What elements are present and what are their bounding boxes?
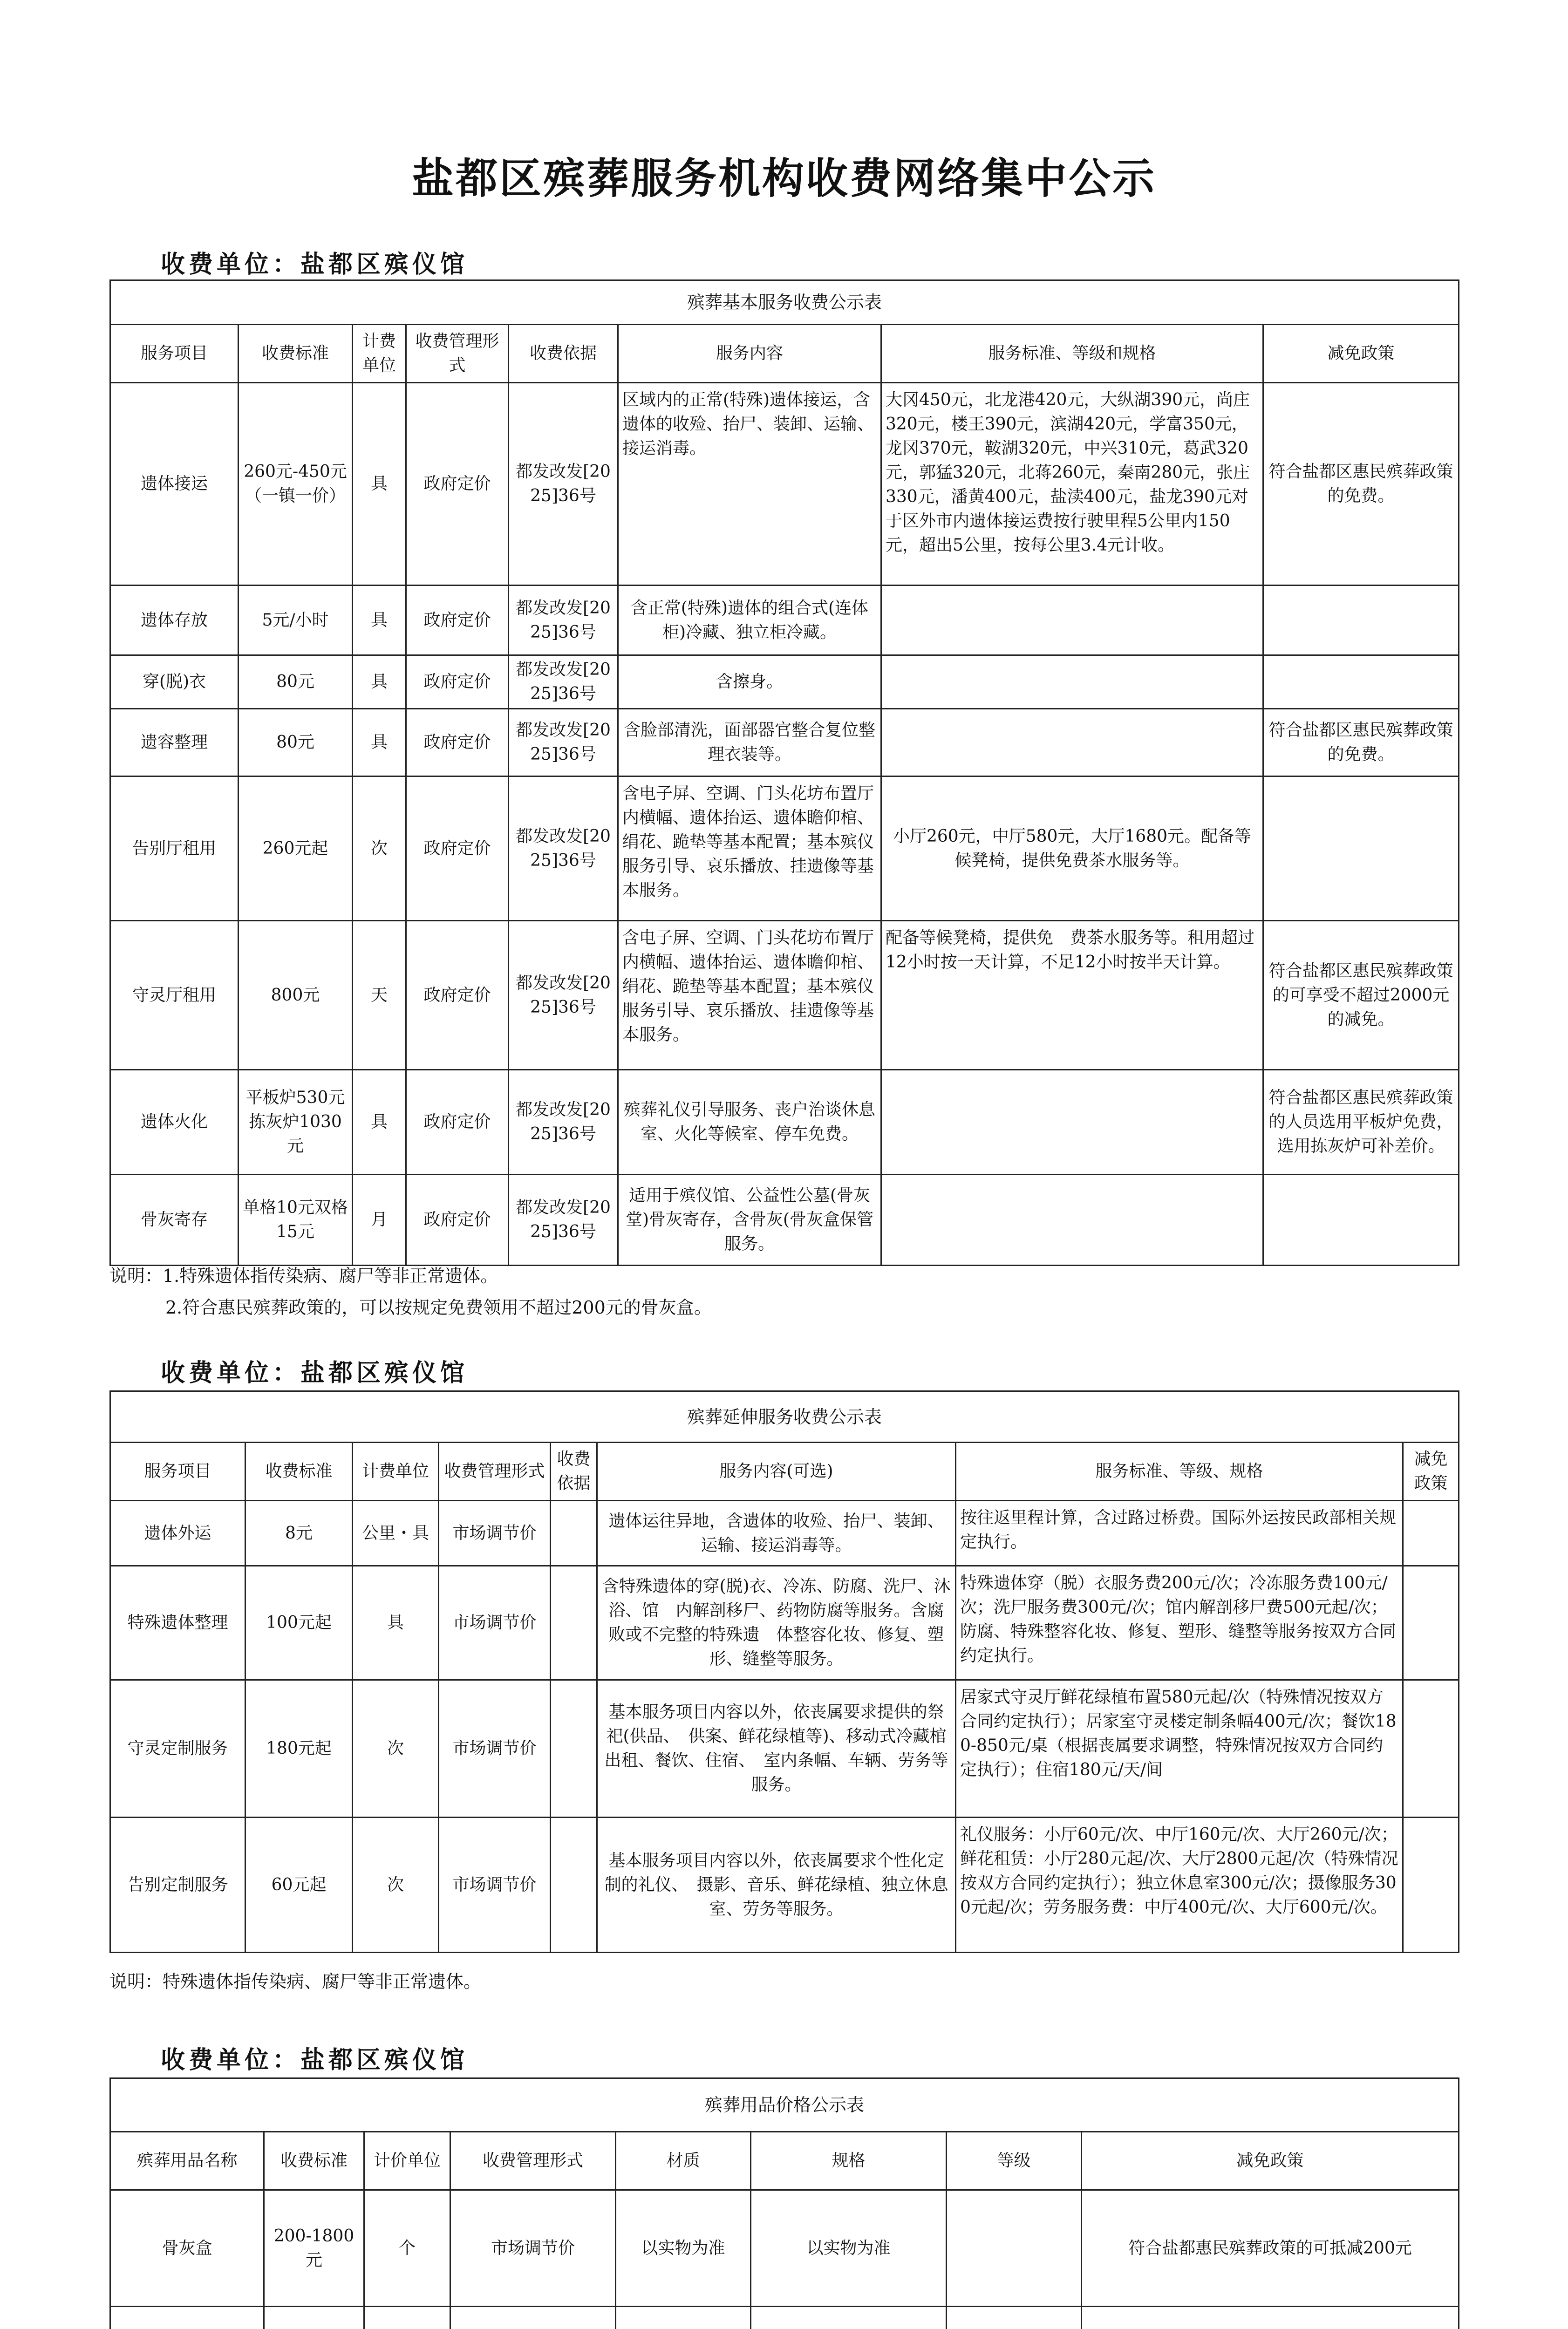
col-header: 计费单位 — [353, 1443, 439, 1501]
table-cell: 个 — [364, 2190, 450, 2307]
table-cell: 市场调节价 — [450, 2190, 616, 2307]
col-header: 收费标准 — [239, 325, 353, 383]
table-cell: 符合盐都区惠民殡葬政策的免费。 — [1263, 383, 1459, 586]
basic-service-table — [109, 279, 1459, 1266]
col-header: 服务项目 — [110, 1443, 245, 1501]
table-cell: 基本服务项目内容以外，依丧属要求个性化定制的礼仪、 摄影、音乐、鲜花绿植、独立休息室、劳务等服务。 — [597, 1818, 956, 1953]
table-cell: 80元 — [239, 655, 353, 709]
col-header: 等级 — [947, 2132, 1082, 2190]
table-cell: 800元 — [239, 921, 353, 1070]
table-cell: 区域内的正常(特殊)遗体接运，含遗体的收殓、抬尸、装卸、运输、接运消毒。 — [618, 383, 881, 586]
table-cell: 以实物为准 — [616, 2190, 751, 2307]
table-cell: 公里・具 — [353, 1501, 439, 1566]
table-cell: 都发改发[2025]36号 — [509, 921, 618, 1070]
table-cell — [1263, 586, 1459, 655]
table-cell: 都发改发[2025]36号 — [509, 709, 618, 776]
table-row — [110, 776, 1459, 921]
table-cell: 都发改发[2025]36号 — [509, 586, 618, 655]
table-cell: 政府定价 — [406, 655, 509, 709]
table-cell: 都发改发[2025]36号 — [509, 1175, 618, 1266]
table-cell — [1403, 1680, 1459, 1818]
table-cell: 政府定价 — [406, 921, 509, 1070]
table-cell: 具 — [353, 586, 406, 655]
table-cell: 告别定制服务 — [110, 1818, 245, 1953]
table-cell: 含正常(特殊)遗体的组合式(连体柜)冷藏、独立柜冷藏。 — [618, 586, 881, 655]
table-cell: 居家式守灵厅鲜花绿植布置580元起/次（特殊情况按双方合同约定执行）；居家室守灵楼定制条幅400元/次；餐饮180-850元/桌（根据丧属要求调整，特殊情况按双方合同约定执行）；住宿180元/天/间 — [956, 1680, 1403, 1818]
table-cell: 含特殊遗体的穿(脱)衣、冷冻、防腐、洗尸、沐浴、馆 内解剖移尸、药物防腐等服务。含腐败或不完整的特殊遗 体整容化妆、修复、塑形、缝整等服务。 — [597, 1566, 956, 1680]
table-cell: 守灵定制服务 — [110, 1680, 245, 1818]
table-cell: 守灵厅租用 — [110, 921, 239, 1070]
table-cell: 大冈450元，北龙港420元，大纵湖390元，尚庄320元，楼王390元，滨湖420元，学富350元，龙冈370元，鞍湖320元，中兴310元，葛武320元，郭猛320元，北蒋260元，秦南280元，张庄330元，潘黄400元，盐渎400元，盐龙390元对于区外市内遗体接运费按行驶里程5公里内150元，超出5公里，按每公里3.4元计收。 — [881, 383, 1263, 586]
table-cell: 政府定价 — [406, 776, 509, 921]
ext-header-row — [110, 1443, 1459, 1501]
table-cell: 次 — [353, 1680, 439, 1818]
table-row — [110, 1680, 1459, 1818]
col-header: 服务项目 — [110, 325, 239, 383]
table-cell: 次 — [353, 776, 406, 921]
table-row — [110, 2307, 1459, 2329]
fee-unit-label-1: 收费单位：盐都区殡仪馆 — [161, 250, 469, 279]
table-cell — [1263, 1175, 1459, 1266]
table-cell — [881, 1070, 1263, 1175]
col-header: 服务标准、等级、规格 — [956, 1443, 1403, 1501]
table-cell: 小厅260元，中厅580元，大厅1680元。配备等候凳椅，提供免费茶水服务等。 — [881, 776, 1263, 921]
table-row — [110, 655, 1459, 709]
table-cell: 政府定价 — [406, 586, 509, 655]
table-row — [110, 1501, 1459, 1566]
table-cell: 次 — [353, 1818, 439, 1953]
col-header: 计费单位 — [353, 325, 406, 383]
table-cell: 8元 — [245, 1501, 353, 1566]
table-cell: 含电子屏、空调、门头花坊布置厅内横幅、遗体抬运、遗体瞻仰棺、绢花、跪垫等基本配置；基本殡仪服务引导、哀乐播放、挂遗像等基本服务。 — [618, 921, 881, 1070]
funeral-goods-table — [109, 2077, 1459, 2329]
table-cell: 60元起 — [245, 1818, 353, 1953]
table-cell: 殡葬礼仪引导服务、丧户治谈休息室、火化等候室、停车免费。 — [618, 1070, 881, 1175]
table-cell — [364, 2307, 450, 2329]
table-cell: 适用于殡仪馆、公益性公墓(骨灰堂)骨灰寄存，含骨灰(骨灰盒保管服务。 — [618, 1175, 881, 1266]
table-cell: 都发改发[2025]36号 — [509, 1070, 618, 1175]
table-row — [110, 1566, 1459, 1680]
col-header: 材质 — [616, 2132, 751, 2190]
table-row — [110, 586, 1459, 655]
table-cell: 遗体接运 — [110, 383, 239, 586]
table-cell: 5元/小时 — [239, 586, 353, 655]
fee-unit-label-2: 收费单位：盐都区殡仪馆 — [161, 1359, 469, 1387]
table-cell: 都发改发[2025]36号 — [509, 655, 618, 709]
table-cell: 按往返里程计算，含过路过桥费。国际外运按民政部相关规定执行。 — [956, 1501, 1403, 1566]
col-header: 收费依据 — [551, 1443, 597, 1501]
table-cell: 以实物为准 — [751, 2190, 947, 2307]
table-cell: 都发改发[2025]36号 — [509, 776, 618, 921]
col-header: 收费管理形式 — [406, 325, 509, 383]
page-title: 盐都区殡葬服务机构收费网络集中公示 — [412, 154, 1156, 203]
col-header: 规格 — [751, 2132, 947, 2190]
ext-table-caption: 殡葬延伸服务收费公示表 — [110, 1391, 1459, 1443]
table-cell: 配备等候凳椅，提供免 费茶水服务等。租用超过12小时按一天计算，不足12小时按半天计算。 — [881, 921, 1263, 1070]
table-row — [110, 2190, 1459, 2307]
col-header: 收费管理形式 — [439, 1443, 551, 1501]
table-cell: 单格10元双格15元 — [239, 1175, 353, 1266]
table-cell: 政府定价 — [406, 1175, 509, 1266]
table-cell — [947, 2307, 1082, 2329]
table-cell — [881, 586, 1263, 655]
table-cell — [1403, 1566, 1459, 1680]
table-cell — [450, 2307, 616, 2329]
table-cell: 市场调节价 — [439, 1566, 551, 1680]
fee-unit-label-3: 收费单位：盐都区殡仪馆 — [161, 2046, 469, 2074]
table-cell: 特殊遗体穿（脱）衣服务费200元/次；冷冻服务费100元/次；洗尸服务费300元/次；馆内解剖移尸费500元起/次；防腐、特殊整容化妆、修复、塑形、缝整等服务按双方合同约定执行。 — [956, 1566, 1403, 1680]
table-cell: 具 — [353, 1566, 439, 1680]
table-cell — [110, 2307, 264, 2329]
table-cell: 礼仪服务：小厅60元/次、中厅160元/次、大厅260元/次；鲜花租赁：小厅280元起/次、大厅2800元起/次（特殊情况按双方合同约定执行）；独立休息室300元/次；摄像服务300元起/次；劳务服务费：中厅400元/次、大厅600元/次。 — [956, 1818, 1403, 1953]
table-cell — [1082, 2307, 1459, 2329]
col-header: 收费依据 — [509, 325, 618, 383]
table-row — [110, 1070, 1459, 1175]
table-row — [110, 1818, 1459, 1953]
table-cell: 月 — [353, 1175, 406, 1266]
table-cell: 穿(脱)衣 — [110, 655, 239, 709]
table-cell — [1403, 1818, 1459, 1953]
table-cell: 遗体运往异地，含遗体的收殓、抬尸、装卸、运输、接运消毒等。 — [597, 1501, 956, 1566]
table-cell: 都发改发[2025]36号 — [509, 383, 618, 586]
table-row — [110, 1175, 1459, 1266]
col-header: 服务内容 — [618, 325, 881, 383]
table-cell: 100元起 — [245, 1566, 353, 1680]
table-cell — [1263, 776, 1459, 921]
table-cell — [881, 1175, 1263, 1266]
table-cell: 天 — [353, 921, 406, 1070]
table-cell: 政府定价 — [406, 1070, 509, 1175]
table-cell: 特殊遗体整理 — [110, 1566, 245, 1680]
table-cell: 遗容整理 — [110, 709, 239, 776]
table-row — [110, 709, 1459, 776]
table-cell: 平板炉530元拣灰炉1030元 — [239, 1070, 353, 1175]
table-cell — [751, 2307, 947, 2329]
ext-note: 说明：特殊遗体指传染病、腐尸等非正常遗体。 — [109, 1971, 482, 1992]
table-cell: 含电子屏、空调、门头花坊布置厅内横幅、遗体抬运、遗体瞻仰棺、绢花、跪垫等基本配置；基本殡仪服务引导、哀乐播放、挂遗像等基本服务。 — [618, 776, 881, 921]
table-cell: 含脸部清洗，面部器官整合复位整理衣装等。 — [618, 709, 881, 776]
col-header: 服务标准、等级和规格 — [881, 325, 1263, 383]
table-cell — [881, 655, 1263, 709]
col-header: 减免政策 — [1082, 2132, 1459, 2190]
basic-note-1: 说明：1.特殊遗体指传染病、腐尸等非正常遗体。 — [109, 1266, 498, 1286]
table-cell — [616, 2307, 751, 2329]
table-cell: 政府定价 — [406, 383, 509, 586]
table-cell — [264, 2307, 364, 2329]
table-cell: 骨灰盒 — [110, 2190, 264, 2307]
extended-service-table — [109, 1390, 1459, 1953]
table-cell: 符合盐都惠民殡葬政策的可抵减200元 — [1082, 2190, 1459, 2307]
table-cell — [551, 1566, 597, 1680]
col-header: 减免政策 — [1263, 325, 1459, 383]
table-cell: 符合盐都区惠民殡葬政策的人员选用平板炉免费，选用拣灰炉可补差价。 — [1263, 1070, 1459, 1175]
table-cell: 符合盐都区惠民殡葬政策的免费。 — [1263, 709, 1459, 776]
table-cell: 具 — [353, 383, 406, 586]
table-cell: 市场调节价 — [439, 1680, 551, 1818]
goods-header-row — [110, 2132, 1459, 2190]
table-cell — [1403, 1501, 1459, 1566]
table-cell: 180元起 — [245, 1680, 353, 1818]
table-row — [110, 921, 1459, 1070]
table-cell — [551, 1680, 597, 1818]
col-header: 收费标准 — [264, 2132, 364, 2190]
table-cell: 遗体火化 — [110, 1070, 239, 1175]
table-cell: 含擦身。 — [618, 655, 881, 709]
table-cell: 基本服务项目内容以外，依丧属要求提供的祭祀(供品、 供案、鲜花绿植等)、移动式冷藏棺出租、餐饮、住宿、 室内条幅、车辆、劳务等服务。 — [597, 1680, 956, 1818]
table-cell — [551, 1818, 597, 1953]
basic-table-caption: 殡葬基本服务收费公示表 — [110, 280, 1459, 325]
table-cell: 260元-450元（一镇一价） — [239, 383, 353, 586]
col-header: 收费管理形式 — [450, 2132, 616, 2190]
table-cell: 遗体外运 — [110, 1501, 245, 1566]
table-cell: 政府定价 — [406, 709, 509, 776]
table-cell — [947, 2190, 1082, 2307]
table-cell: 市场调节价 — [439, 1501, 551, 1566]
table-cell: 骨灰寄存 — [110, 1175, 239, 1266]
table-cell: 遗体存放 — [110, 586, 239, 655]
table-row — [110, 383, 1459, 586]
table-cell — [551, 1501, 597, 1566]
col-header: 殡葬用品名称 — [110, 2132, 264, 2190]
basic-header-row — [110, 325, 1459, 383]
goods-table-caption: 殡葬用品价格公示表 — [110, 2078, 1459, 2132]
table-cell: 市场调节价 — [439, 1818, 551, 1953]
table-cell: 具 — [353, 1070, 406, 1175]
col-header: 计价单位 — [364, 2132, 450, 2190]
basic-note-2: 2.符合惠民殡葬政策的，可以按规定免费领用不超过200元的骨灰盒。 — [165, 1297, 712, 1318]
table-cell — [881, 709, 1263, 776]
table-cell: 200-1800元 — [264, 2190, 364, 2307]
table-cell: 告别厅租用 — [110, 776, 239, 921]
table-cell — [1263, 655, 1459, 709]
table-cell: 具 — [353, 709, 406, 776]
table-cell: 80元 — [239, 709, 353, 776]
col-header: 减免政策 — [1403, 1443, 1459, 1501]
table-cell: 260元起 — [239, 776, 353, 921]
table-cell: 具 — [353, 655, 406, 709]
col-header: 收费标准 — [245, 1443, 353, 1501]
table-cell: 符合盐都区惠民殡葬政策的可享受不超过2000元的减免。 — [1263, 921, 1459, 1070]
col-header: 服务内容(可选) — [597, 1443, 956, 1501]
